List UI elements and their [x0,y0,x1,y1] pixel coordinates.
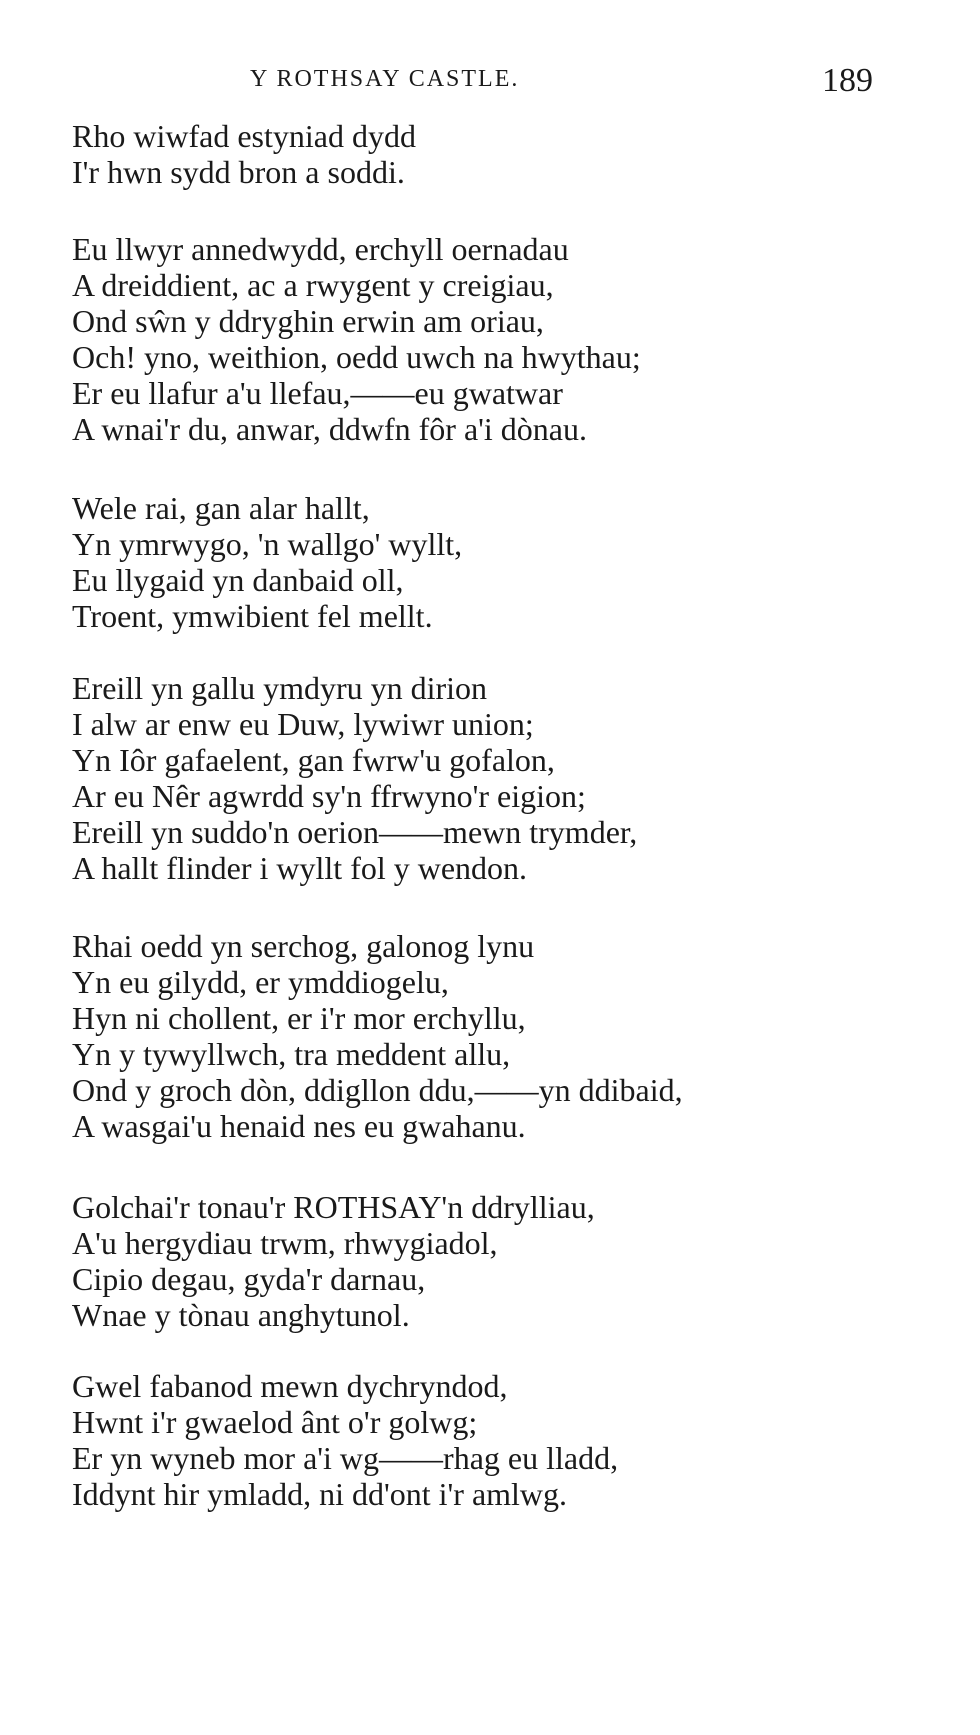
stanza-3 [72,490,462,634]
verse-line: Yn y tywyllwch, tra meddent allu, [72,1036,511,1072]
stanza-2 [72,231,641,447]
stanza-1 [72,118,416,190]
verse-line: Ond sŵn y ddryghin erwin am oriau, [72,303,544,339]
verse-line: Wnae y tònau anghytunol. [72,1297,410,1333]
stanza-7 [72,1368,618,1512]
stanza-6 [72,1189,595,1333]
verse-line: Yn ymrwygo, 'n wallgo' wyllt, [72,526,463,562]
verse-line: Ar eu Nêr agwrdd sy'n ffrwyno'r eigion; [72,778,586,814]
stanza-5 [72,928,683,1144]
verse-line: Troent, ymwibient fel mellt. [72,598,433,634]
verse-line: Eu llygaid yn danbaid oll, [72,562,404,598]
verse-line: A dreiddient, ac a rwygent y creigiau, [72,267,554,303]
verse-line: Gwel fabanod mewn dychryndod, [72,1368,508,1404]
verse-line: Yn Iôr gafaelent, gan fwrw'u gofalon, [72,742,555,778]
verse-line: Iddynt hir ymladd, ni dd'ont i'r amlwg. [72,1476,568,1512]
verse-line: Ereill yn suddo'n oerion——mewn trymder, [72,814,638,850]
running-title: Y ROTHSAY CASTLE. [250,66,520,92]
verse-line: Hwnt i'r gwaelod ânt o'r golwg; [72,1404,478,1440]
verse-line: I alw ar enw eu Duw, lywiwr union; [72,706,534,742]
verse-line: A wasgai'u henaid nes eu gwahanu. [72,1108,526,1144]
verse-line: A hallt flinder i wyllt fol y wendon. [72,850,528,886]
verse-line: Rhai oedd yn serchog, galonog lynu [72,928,535,964]
verse-line: Golchai'r tonau'r ROTHSAY'n ddrylliau, [72,1189,595,1225]
verse-line: A'u hergydiau trwm, rhwygiadol, [72,1225,498,1261]
verse-line: Hyn ni chollent, er i'r mor erchyllu, [72,1000,526,1036]
verse-line: Cipio degau, gyda'r darnau, [72,1261,426,1297]
page-number: 189 [822,62,873,99]
verse-line: Er eu llafur a'u llefau,——eu gwatwar [72,375,563,411]
verse-line: Ond y groch dòn, ddigllon ddu,——yn ddibaid, [72,1072,683,1108]
stanza-4 [72,670,637,886]
verse-line: Rho wiwfad estyniad dydd [72,118,416,154]
verse-line: Eu llwyr annedwydd, erchyll oernadau [72,231,569,267]
verse-line: Yn eu gilydd, er ymddiogelu, [72,964,449,1000]
verse-line: I'r hwn sydd bron a soddi. [72,154,405,190]
verse-line: Wele rai, gan alar hallt, [72,490,370,526]
verse-line: Er yn wyneb mor a'i wg——rhag eu lladd, [72,1440,619,1476]
verse-line: Ereill yn gallu ymdyru yn dirion [72,670,488,706]
verse-line: Och! yno, weithion, oedd uwch na hwythau; [72,339,641,375]
verse-line: A wnai'r du, anwar, ddwfn fôr a'i dònau. [72,411,587,447]
